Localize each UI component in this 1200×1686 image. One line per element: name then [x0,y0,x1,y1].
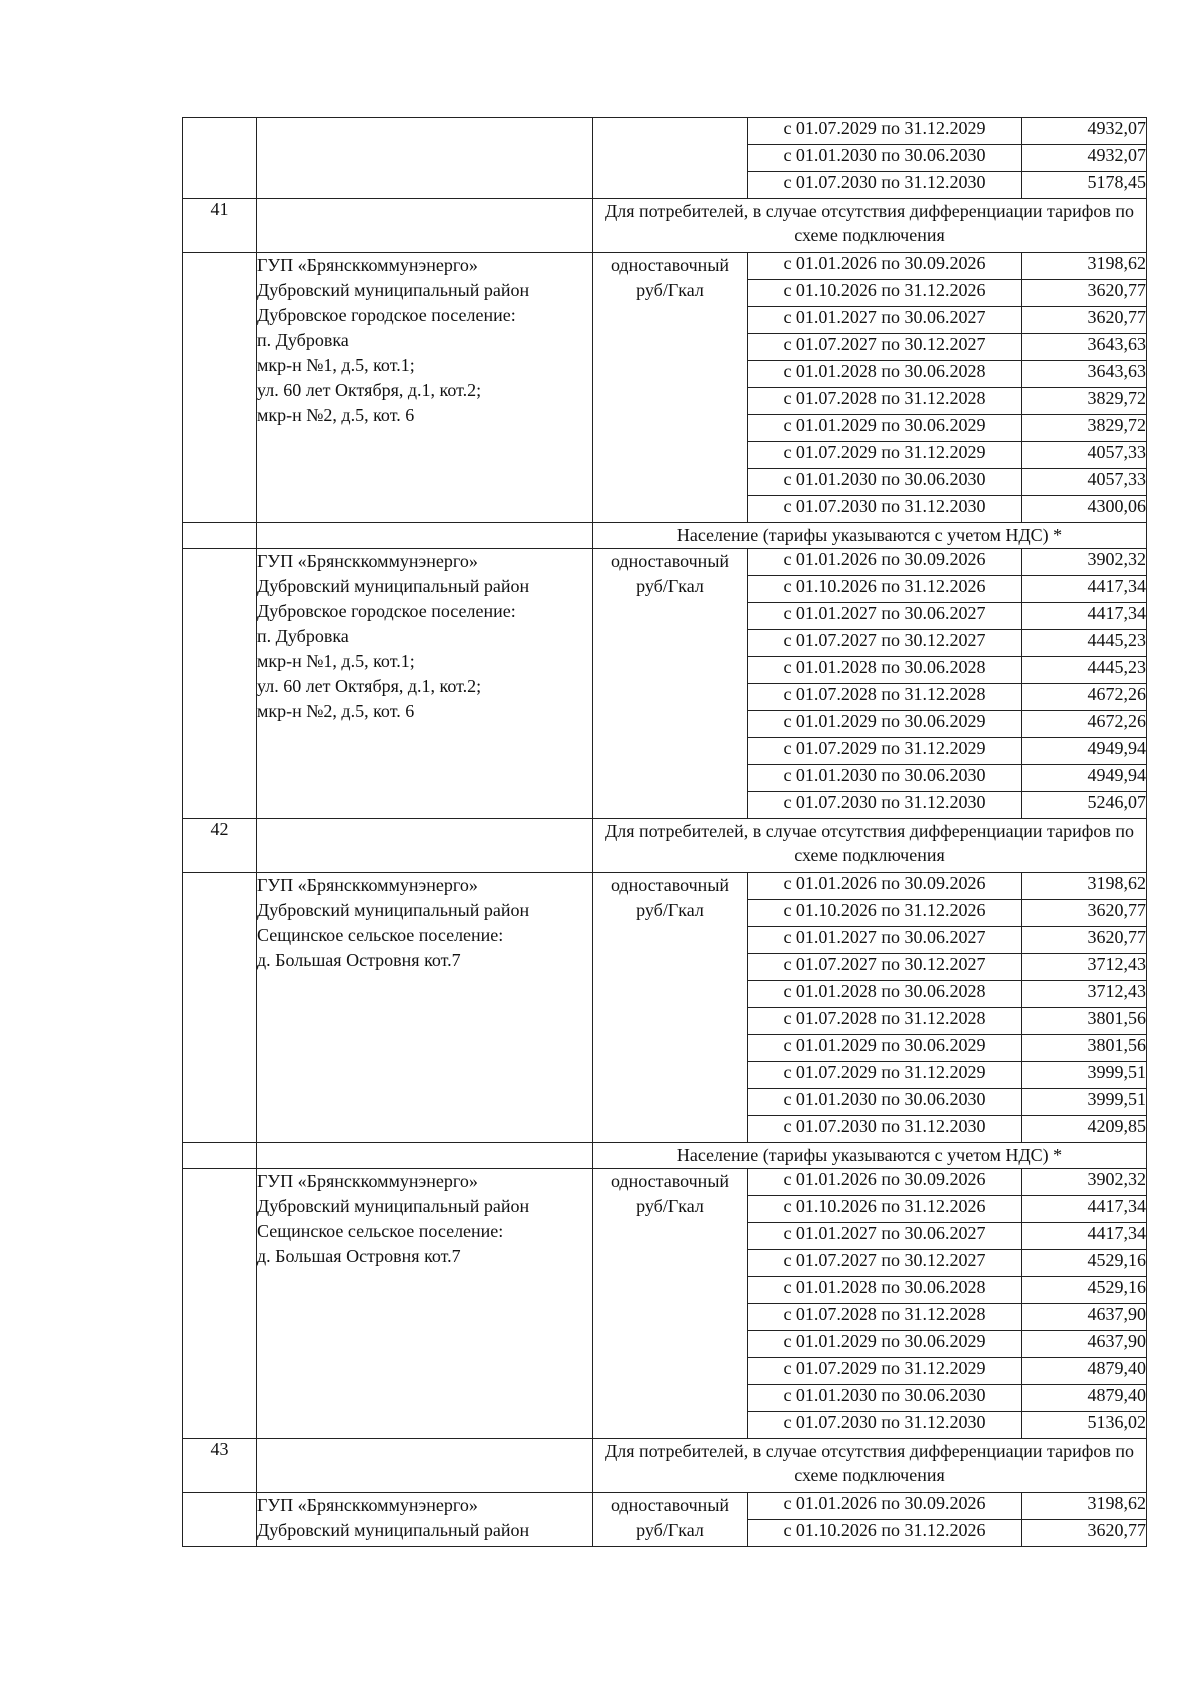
organization-line: Дубровское городское поселение: [257,601,516,621]
tariff-period: с 01.07.2029 по 31.12.2029 [748,1062,1022,1089]
tariff-period: с 01.10.2026 по 31.12.2026 [748,576,1022,603]
tariff-row [183,1169,1147,1196]
organization-line: п. Дубровка [257,330,349,350]
tariff-value: 3620,77 [1022,307,1147,334]
tariff-kind-line: одноставочный [610,1171,730,1191]
organization-line: Сещинское сельское поселение: [257,925,504,945]
organization-cell [257,1169,593,1439]
section-header: Для потребителей, в случае отсутствия дифференциации тарифов по схеме подключения [593,1439,1147,1493]
organization-cell [257,873,593,1143]
tariff-period: с 01.10.2026 по 31.12.2026 [748,280,1022,307]
tariff-period: с 01.10.2026 по 31.12.2026 [748,1520,1022,1547]
tariff-value: 4417,34 [1022,1196,1147,1223]
tariff-value: 4879,40 [1022,1385,1147,1412]
tariff-value: 4057,33 [1022,442,1147,469]
tariff-value: 4932,07 [1022,145,1147,172]
section-header-row [183,1439,1147,1493]
organization-line: ул. 60 лет Октября, д.1, кот.2; [257,380,482,400]
tariff-kind-line: руб/Гкал [636,1196,704,1216]
tariff-period: с 01.01.2026 по 30.09.2026 [748,873,1022,900]
organization-line: Дубровский муниципальный район [257,576,530,596]
tariff-period: с 01.01.2030 по 30.06.2030 [748,145,1022,172]
tariff-period: с 01.01.2030 по 30.06.2030 [748,1089,1022,1116]
tariff-value: 4637,90 [1022,1304,1147,1331]
tariff-period: с 01.01.2030 по 30.06.2030 [748,469,1022,496]
row-number [183,523,257,549]
tariff-period: с 01.01.2030 по 30.06.2030 [748,765,1022,792]
tariff-period: с 01.07.2028 по 31.12.2028 [748,1304,1022,1331]
tariff-value: 4637,90 [1022,1331,1147,1358]
tariff-value: 3620,77 [1022,900,1147,927]
tariff-value: 4300,06 [1022,496,1147,523]
tariff-value: 4445,23 [1022,657,1147,684]
tariff-table-body [183,118,1147,1547]
tariff-value: 3801,56 [1022,1035,1147,1062]
tariff-table [182,117,1147,1547]
tariff-value: 4445,23 [1022,630,1147,657]
tariff-value: 3620,77 [1022,1520,1147,1547]
tariff-kind-cell [593,549,748,819]
tariff-value: 5246,07 [1022,792,1147,819]
organization-line: ГУП «Брянсккоммунэнерго» [257,875,478,895]
row-number: 42 [183,819,257,873]
organization-cell [257,1493,593,1547]
organization-line: Сещинское сельское поселение: [257,1221,504,1241]
tariff-period: с 01.07.2028 по 31.12.2028 [748,1008,1022,1035]
organization-line: д. Большая Островня кот.7 [257,950,461,970]
number-cell [183,118,257,199]
section-header: Для потребителей, в случае отсутствия дифференциации тарифов по схеме подключения [593,819,1147,873]
tariff-period: с 01.07.2029 по 31.12.2029 [748,738,1022,765]
tariff-value: 3198,62 [1022,253,1147,280]
tariff-value: 3829,72 [1022,415,1147,442]
empty-cell [257,1439,593,1493]
section-header-row [183,819,1147,873]
number-cell [183,549,257,819]
tariff-period: с 01.01.2026 по 30.09.2026 [748,549,1022,576]
empty-cell [257,819,593,873]
tariff-period: с 01.07.2027 по 30.12.2027 [748,630,1022,657]
tariff-period: с 01.07.2028 по 31.12.2028 [748,388,1022,415]
organization-line: ГУП «Брянсккоммунэнерго» [257,551,478,571]
organization-line: ГУП «Брянсккоммунэнерго» [257,1171,478,1191]
tariff-period: с 01.07.2030 по 31.12.2030 [748,1116,1022,1143]
tariff-period: с 01.07.2027 по 30.12.2027 [748,954,1022,981]
kind-cell [593,118,748,199]
tariff-period: с 01.01.2027 по 30.06.2027 [748,307,1022,334]
tariff-kind-line: руб/Гкал [636,900,704,920]
number-cell [183,1169,257,1439]
number-cell [183,253,257,523]
organization-line: ГУП «Брянсккоммунэнерго» [257,255,478,275]
tariff-value: 5136,02 [1022,1412,1147,1439]
tariff-period: с 01.01.2028 по 30.06.2028 [748,1277,1022,1304]
tariff-period: с 01.07.2030 по 31.12.2030 [748,496,1022,523]
tariff-value: 3829,72 [1022,388,1147,415]
row-number [183,1143,257,1169]
tariff-value: 3620,77 [1022,280,1147,307]
tariff-period: с 01.01.2028 по 30.06.2028 [748,657,1022,684]
tariff-period: с 01.07.2029 по 31.12.2029 [748,442,1022,469]
section-header: Для потребителей, в случае отсутствия дифференциации тарифов по схеме подключения [593,199,1147,253]
organization-line: Дубровское городское поселение: [257,305,516,325]
tariff-kind-cell [593,873,748,1143]
tariff-value: 4529,16 [1022,1250,1147,1277]
tariff-kind-line: руб/Гкал [636,280,704,300]
tariff-value: 3643,63 [1022,334,1147,361]
row-number: 43 [183,1439,257,1493]
organization-line: ул. 60 лет Октября, д.1, кот.2; [257,676,482,696]
tariff-value: 4209,85 [1022,1116,1147,1143]
tariff-period: с 01.01.2030 по 30.06.2030 [748,1385,1022,1412]
tariff-value: 3620,77 [1022,927,1147,954]
tariff-row [183,253,1147,280]
tariff-kind-cell [593,1493,748,1547]
tariff-row [183,873,1147,900]
tariff-period: с 01.01.2027 по 30.06.2027 [748,927,1022,954]
tariff-kind-line: одноставочный [610,255,730,275]
tariff-period: с 01.01.2029 по 30.06.2029 [748,711,1022,738]
tariff-period: с 01.01.2027 по 30.06.2027 [748,1223,1022,1250]
tariff-period: с 01.01.2028 по 30.06.2028 [748,361,1022,388]
section-header: Население (тарифы указываются с учетом НДС) * [593,523,1147,549]
row-number: 41 [183,199,257,253]
tariff-value: 3999,51 [1022,1089,1147,1116]
tariff-value: 3902,32 [1022,1169,1147,1196]
org-cell [257,118,593,199]
tariff-value: 3643,63 [1022,361,1147,388]
organization-line: ГУП «Брянсккоммунэнерго» [257,1495,478,1515]
tariff-value: 4672,26 [1022,684,1147,711]
tariff-kind-line: руб/Гкал [636,1520,704,1540]
section-header: Население (тарифы указываются с учетом НДС) * [593,1143,1147,1169]
empty-cell [257,1143,593,1169]
tariff-period: с 01.07.2030 по 31.12.2030 [748,172,1022,199]
tariff-value: 4417,34 [1022,603,1147,630]
tariff-value: 3801,56 [1022,1008,1147,1035]
tariff-kind-cell [593,1169,748,1439]
tariff-value: 4949,94 [1022,765,1147,792]
tariff-value: 4932,07 [1022,118,1147,145]
tariff-value: 3999,51 [1022,1062,1147,1089]
organization-line: Дубровский муниципальный район [257,900,530,920]
number-cell [183,1493,257,1547]
empty-cell [257,523,593,549]
organization-line: Дубровский муниципальный район [257,1196,530,1216]
tariff-period: с 01.10.2026 по 31.12.2026 [748,1196,1022,1223]
tariff-period: с 01.10.2026 по 31.12.2026 [748,900,1022,927]
tariff-row [183,1493,1147,1520]
tariff-value: 4057,33 [1022,469,1147,496]
organization-cell [257,253,593,523]
section-header-row [183,199,1147,253]
tariff-value: 3712,43 [1022,981,1147,1008]
empty-cell [257,199,593,253]
organization-line: мкр-н №2, д.5, кот. 6 [257,405,415,425]
tariff-kind-line: одноставочный [610,1495,730,1515]
tariff-period: с 01.01.2029 по 30.06.2029 [748,415,1022,442]
tariff-period: с 01.01.2029 по 30.06.2029 [748,1035,1022,1062]
tariff-period: с 01.07.2027 по 30.12.2027 [748,334,1022,361]
tariff-period: с 01.01.2029 по 30.06.2029 [748,1331,1022,1358]
organization-line: мкр-н №2, д.5, кот. 6 [257,701,415,721]
tariff-value: 4672,26 [1022,711,1147,738]
tariff-row [183,118,1147,145]
tariff-value: 4529,16 [1022,1277,1147,1304]
organization-line: Дубровский муниципальный район [257,280,530,300]
organization-line: мкр-н №1, д.5, кот.1; [257,355,415,375]
tariff-period: с 01.01.2026 по 30.09.2026 [748,1169,1022,1196]
tariff-value: 4417,34 [1022,576,1147,603]
tariff-period: с 01.07.2027 по 30.12.2027 [748,1250,1022,1277]
tariff-period: с 01.07.2028 по 31.12.2028 [748,684,1022,711]
tariff-kind-line: одноставочный [610,551,730,571]
tariff-period: с 01.07.2029 по 31.12.2029 [748,118,1022,145]
section-header-row [183,523,1147,549]
tariff-period: с 01.01.2026 по 30.09.2026 [748,253,1022,280]
tariff-value: 3712,43 [1022,954,1147,981]
tariff-value: 3902,32 [1022,549,1147,576]
tariff-value: 5178,45 [1022,172,1147,199]
organization-cell [257,549,593,819]
tariff-kind-cell [593,253,748,523]
tariff-period: с 01.01.2027 по 30.06.2027 [748,603,1022,630]
tariff-period: с 01.01.2026 по 30.09.2026 [748,1493,1022,1520]
tariff-period: с 01.07.2029 по 31.12.2029 [748,1358,1022,1385]
tariff-period: с 01.07.2030 по 31.12.2030 [748,1412,1022,1439]
organization-line: Дубровский муниципальный район [257,1520,530,1540]
tariff-value: 4417,34 [1022,1223,1147,1250]
tariff-value: 4949,94 [1022,738,1147,765]
organization-line: мкр-н №1, д.5, кот.1; [257,651,415,671]
organization-line: д. Большая Островня кот.7 [257,1246,461,1266]
tariff-period: с 01.01.2028 по 30.06.2028 [748,981,1022,1008]
tariff-kind-line: руб/Гкал [636,576,704,596]
tariff-period: с 01.07.2030 по 31.12.2030 [748,792,1022,819]
tariff-kind-line: одноставочный [610,875,730,895]
number-cell [183,873,257,1143]
tariff-value: 3198,62 [1022,873,1147,900]
section-header-row [183,1143,1147,1169]
tariff-value: 3198,62 [1022,1493,1147,1520]
tariff-value: 4879,40 [1022,1358,1147,1385]
organization-line: п. Дубровка [257,626,349,646]
tariff-row [183,549,1147,576]
